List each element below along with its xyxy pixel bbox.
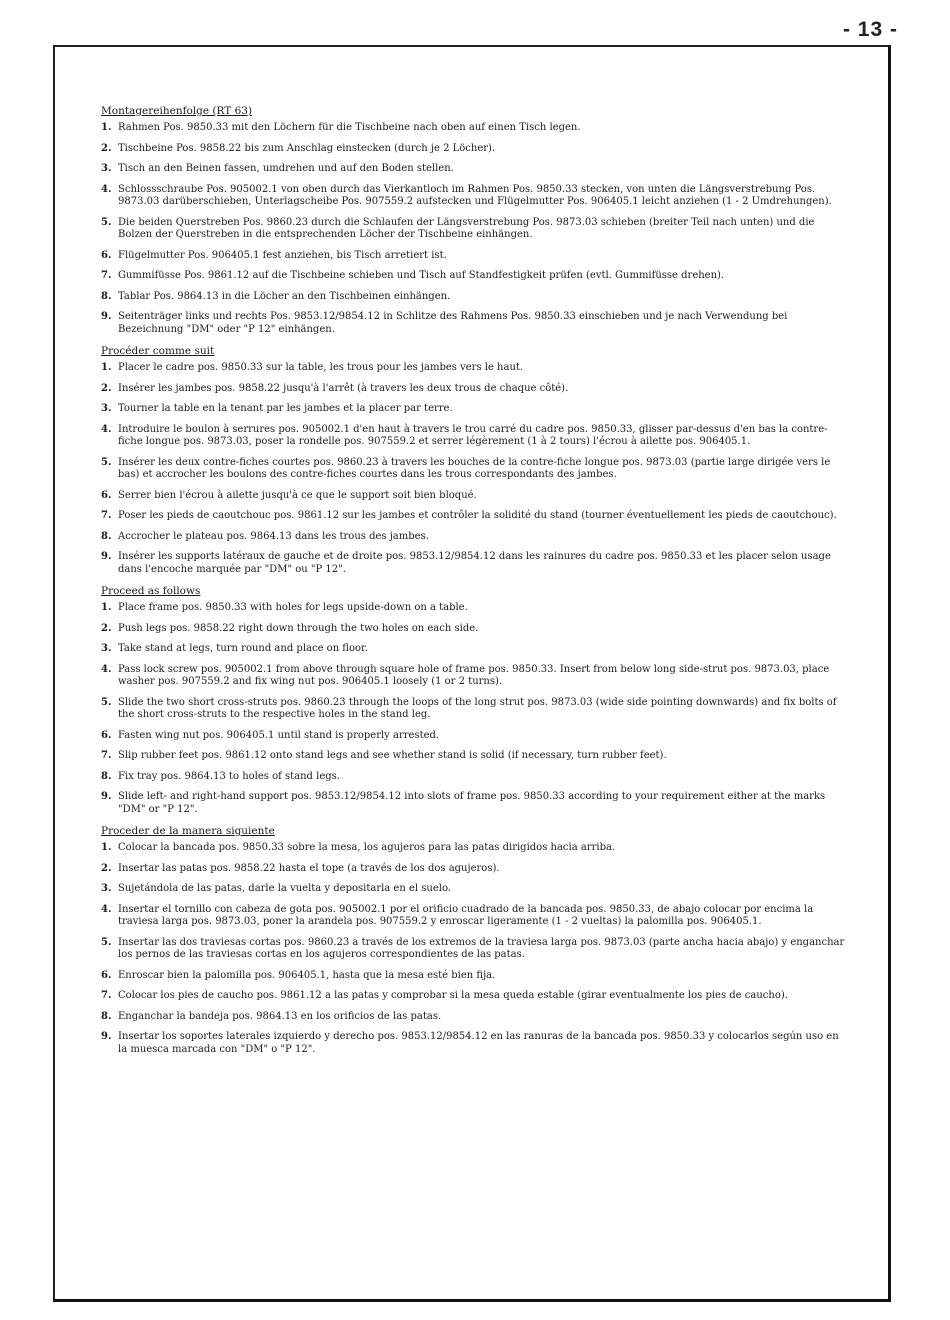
step-number: 8. [101,1010,112,1022]
step-number: 4. [101,663,112,675]
list-item [101,311,849,336]
step-text: Place frame pos. 9850.33 with holes for legs upside-down on a table. [118,602,468,613]
step-number: 7. [101,510,112,521]
step-text: Enroscar bien la palomilla pos. 906405.1, hasta que la mesa esté bien fija. [118,969,496,981]
step-text: Seitenträger links und rechts Pos. 9853.12/9854.12 in Schlitze des Rahmens Pos. 9850.33 einschieben und je nach Verwendung bei Bezeichnung "DM" oder "P 12" einhängen. [118,311,788,335]
step-number: 8. [101,290,112,302]
step-number: 2. [101,862,112,874]
step-number: 7. [101,990,112,1001]
step-text: Schlossschraube Pos. 905002.1 von oben durch das Vierkantloch im Rahmen Pos. 9850.33 stecken, von unten die Längsverstrebung Pos. 9873.03 darüberschieben, Unterlagscheibe Pos. 907559.2 aufstecken und Flügelmutter Pos. 906405.1 leicht anziehen (1 - 2 Umdrehungen). [118,183,832,207]
step-number: 5. [101,936,112,948]
step-text: Fasten wing nut pos. 906405.1 until stand is properly arrested. [118,729,440,741]
list-item [101,143,849,156]
step-number: 3. [101,163,112,174]
list-item [101,551,849,576]
list-item [101,510,849,523]
step-number: 9. [101,551,112,562]
step-text: Poser les pieds de caoutchouc pos. 9861.12 sur les jambes et contrôler la solidité du stand (tourner éventuellement les pieds de caoutchouc). [118,510,837,521]
step-number: 2. [101,382,112,394]
step-number: 3. [101,643,112,654]
step-number: 6. [101,729,112,741]
list-item [101,970,849,983]
step-number: 6. [101,489,112,501]
step-number: 6. [101,249,112,261]
step-number: 7. [101,270,112,281]
list-item [101,217,849,242]
step-number: 6. [101,969,112,981]
step-number: 1. [101,842,112,853]
list-item [101,863,849,876]
step-text: Tischbeine Pos. 9858.22 bis zum Anschlag einstecken (durch je 2 Löcher). [118,142,496,154]
list-item [101,750,849,763]
step-number: 2. [101,622,112,634]
list-item [101,771,849,784]
list-item [101,122,849,135]
step-text: Accrocher le plateau pos. 9864.13 dans les trous des jambes. [118,530,429,542]
list-item [101,602,849,615]
list-item [101,490,849,503]
step-number: 8. [101,770,112,782]
list-item [101,457,849,482]
list-item [101,184,849,209]
step-text: Pass lock screw pos. 905002.1 from above through square hole of frame pos. 9850.33. Insert from below long side-strut pos. 9873.03, place washer pos. 907559.2 and fix wing nut pos. 906405.1 loosely (1 or 2 turns). [118,663,830,687]
list-item [101,424,849,449]
step-text: Take stand at legs, turn round and place on floor. [118,643,368,654]
list-item [101,250,849,263]
step-text: Enganchar la bandeja pos. 9864.13 en los orificios de las patas. [118,1010,442,1022]
step-number: 4. [101,423,112,435]
list-item [101,1031,849,1056]
step-number: 1. [101,362,112,373]
step-text: Fix tray pos. 9864.13 to holes of stand legs. [118,770,340,782]
list-item [101,842,849,855]
step-number: 8. [101,530,112,542]
step-text: Slip rubber feet pos. 9861.12 onto stand legs and see whether stand is solid (if necessary, turn rubber feet). [118,750,667,761]
step-number: 9. [101,791,112,802]
step-number: 9. [101,311,112,322]
list-item [101,1011,849,1024]
list-item [101,990,849,1003]
step-text: Gummifüsse Pos. 9861.12 auf die Tischbeine schieben und Tisch auf Standfestigkeit prüfen (evtl. Gummifüsse drehen). [118,270,725,281]
step-number: 2. [101,142,112,154]
step-text: Insérer les deux contre-fiches courtes pos. 9860.23 à travers les bouches de la contre-fiche longue pos. 9873.03 (partie large dirigée vers le bas) et accrocher les boulons des contre-fiches courtes dans les trous correspondants des jambes. [118,456,831,480]
section-title: Proceder de la manera siguiente [101,825,275,837]
step-text: Insertar los soportes laterales izquierdo y derecho pos. 9853.12/9854.12 en las ranuras de la bancada pos. 9850.33 y colocarlos según uso en la muesca marcada con "DM" o "P 12". [118,1031,839,1055]
step-number: 7. [101,750,112,761]
list-item [101,937,849,962]
document-body [101,104,849,1064]
step-text: Tablar Pos. 9864.13 in die Löcher an den Tischbeinen einhängen. [118,290,451,302]
list-item [101,362,849,375]
step-number: 3. [101,403,112,414]
section-german [101,104,849,336]
section-spanish [101,824,849,1056]
step-number: 5. [101,696,112,708]
step-text: Insérer les jambes pos. 9858.22 jusqu'à l'arrêt (à travers les deux trous de chaque côté). [118,382,569,394]
step-text: Die beiden Querstreben Pos. 9860.23 durch die Schlaufen der Längsverstrebung Pos. 9873.03 schieben (breiter Teil nach unten) und die Bolzen der Querstreben in die entsprechenden Löcher der Tischbeine einhängen. [118,216,815,240]
list-item [101,643,849,656]
step-text: Push legs pos. 9858.22 right down through the two holes on each side. [118,622,479,634]
section-title: Procéder comme suit [101,345,215,357]
list-item [101,163,849,176]
section-french [101,344,849,576]
step-text: Slide the two short cross-struts pos. 9860.23 through the loops of the long strut pos. 9873.03 (wide side pointing downwards) and fix bolts of the short cross-struts to the respective holes in the stand leg. [118,696,837,720]
step-text: Rahmen Pos. 9850.33 mit den Löchern für die Tischbeine nach oben auf einen Tisch legen. [118,122,581,133]
step-number: 5. [101,456,112,468]
step-text: Sujetándola de las patas, darle la vuelta y depositarla en el suelo. [118,883,451,894]
step-number: 1. [101,122,112,133]
step-text: Colocar los pies de caucho pos. 9861.12 a las patas y comprobar si la mesa queda estable (girar eventualmente los pies de caucho). [118,990,788,1001]
section-title: Montagereihenfolge (RT 63) [101,105,253,117]
step-text: Colocar la bancada pos. 9850.33 sobre la mesa, los agujeros para las patas dirigidos hacia arriba. [118,842,616,853]
step-text: Insertar el tornillo con cabeza de gota pos. 905002.1 por el orificio cuadrado de la bancada pos. 9850.33, de abajo colocar por encima la traviesa larga pos. 9873.03, poner la arandela pos. 907559.2 y enroscar ligeramente (1 - 2 vueltas) la palomilla pos. 906405.1. [118,903,814,927]
step-number: 1. [101,602,112,613]
list-item [101,697,849,722]
list-item [101,291,849,304]
step-text: Insertar las dos traviesas cortas pos. 9860.23 a través de los extremos de la traviesa larga pos. 9873.03 (parte ancha hacia abajo) y enganchar los pernos de las traviesas cortas en los agujeros correspondientes de las patas. [118,936,845,960]
list-item [101,664,849,689]
step-number: 5. [101,216,112,228]
list-item [101,531,849,544]
step-text: Insérer les supports latéraux de gauche et de droite pos. 9853.12/9854.12 dans les rainures du cadre pos. 9850.33 et les placer selon usage dans l'encoche marquée par "DM" ou "P 12". [118,551,831,575]
step-text: Insertar las patas pos. 9858.22 hasta el tope (a través de los dos agujeros). [118,862,500,874]
step-text: Tisch an den Beinen fassen, umdrehen und auf den Boden stellen. [118,163,454,174]
section-english [101,584,849,816]
list-item [101,383,849,396]
step-text: Serrer bien l'écrou à ailette jusqu'à ce que le support soit bien bloqué. [118,489,477,501]
step-number: 9. [101,1031,112,1042]
step-text: Introduire le boulon à serrures pos. 905002.1 d'en haut à travers le trou carré du cadre pos. 9850.33, glisser par-dessus d'en bas la contre-fiche longue pos. 9873.03, poser la rondelle pos. 907559.2 et serrer légèrement (1 à 2 tours) l'écrou à ailette pos. 906405.1. [118,423,828,447]
list-item [101,403,849,416]
step-number: 3. [101,883,112,894]
list-item [101,270,849,283]
step-number: 4. [101,183,112,195]
step-text: Slide left- and right-hand support pos. 9853.12/9854.12 into slots of frame pos. 9850.33 according to your requirement either at the marks "DM" or "P 12". [118,791,826,815]
step-text: Placer le cadre pos. 9850.33 sur la table, les trous pour les jambes vers le haut. [118,362,524,373]
list-item [101,623,849,636]
section-title: Proceed as follows [101,585,201,597]
step-text: Tourner la table en la tenant par les jambes et la placer par terre. [118,403,453,414]
list-item [101,791,849,816]
list-item [101,883,849,896]
list-item [101,904,849,929]
step-number: 4. [101,903,112,915]
list-item [101,730,849,743]
page-number: - 13 - [842,18,898,41]
step-text: Flügelmutter Pos. 906405.1 fest anziehen, bis Tisch arretiert ist. [118,249,447,261]
